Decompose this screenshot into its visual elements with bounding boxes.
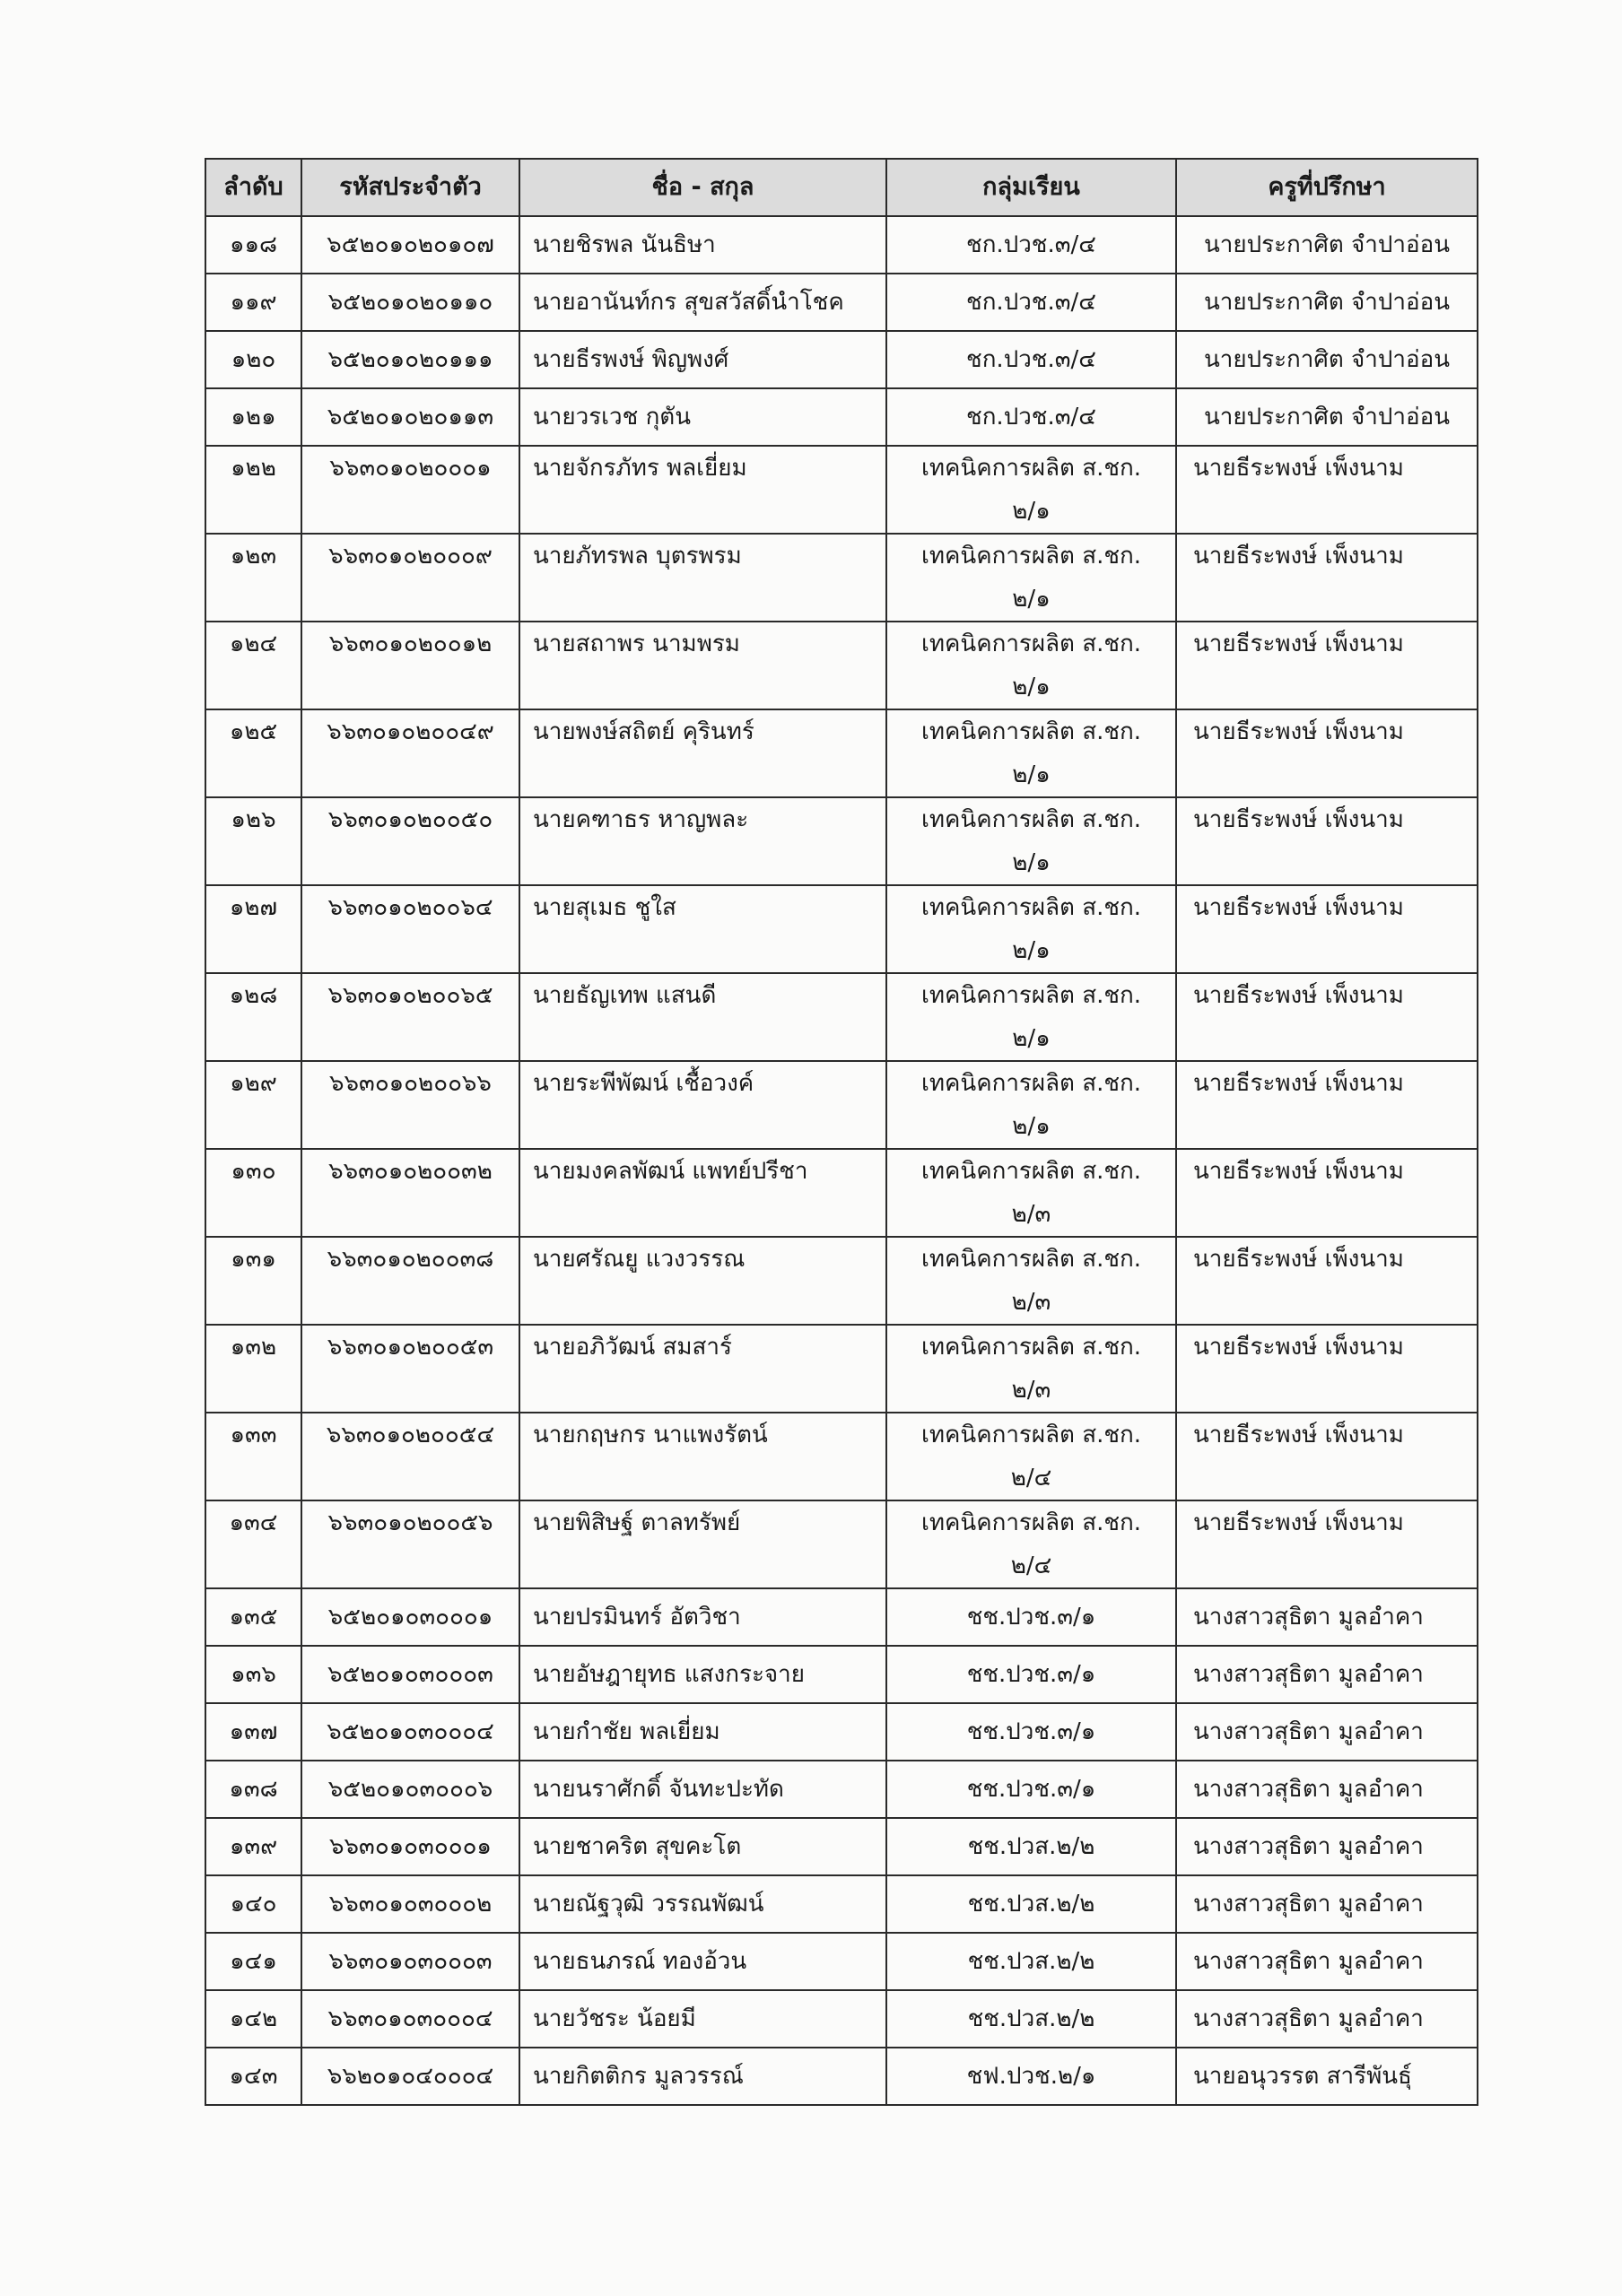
class-group [886, 1237, 1176, 1325]
table-header [205, 159, 1478, 216]
table-row [205, 709, 1478, 797]
advisor-name: นายธีระพงษ์ เพ็งนาม [1176, 709, 1478, 797]
class-group [886, 1500, 1176, 1588]
class-group-line-2: ๒/๑ [1012, 761, 1051, 788]
advisor-name: นางสาวสุธิตา มูลอำคา [1176, 1588, 1478, 1646]
student-name: นายกิตติกร มูลวรรณ์ [519, 2048, 886, 2105]
student-id: ๖๕๒๐๑๐๒๐๑๐๗ [301, 216, 519, 274]
class-group [886, 331, 1176, 388]
class-group-line-2: ๒/๑ [1012, 586, 1051, 613]
student-id: ๖๖๓๐๑๐๒๐๐๕๐ [301, 797, 519, 885]
student-id: ๖๕๒๐๑๐๓๐๐๐๔ [301, 1703, 519, 1761]
student-advisor-table-page [205, 158, 1478, 2106]
advisor-name: นายธีระพงษ์ เพ็งนาม [1176, 1237, 1478, 1325]
advisor-name: นายธีระพงษ์ เพ็งนาม [1176, 622, 1478, 709]
class-group [886, 797, 1176, 885]
student-id: ๖๖๓๐๑๐๓๐๐๐๒ [301, 1875, 519, 1933]
class-group-line: เทคนิคการผลิต ส.ชก. [921, 1334, 1141, 1361]
table-row [205, 622, 1478, 709]
row-number: ๑๔๒ [205, 1990, 301, 2048]
class-group-line: ชช.ปวช.๓/๑ [966, 1604, 1096, 1631]
class-group-line-2: ๒/๑ [1012, 498, 1051, 525]
student-name: นายชาคริต สุขคะโต [519, 1818, 886, 1875]
row-number: ๑๔๓ [205, 2048, 301, 2105]
student-id: ๖๖๓๐๑๐๒๐๐๕๔ [301, 1413, 519, 1500]
student-id: ๖๕๒๐๑๐๓๐๐๐๑ [301, 1588, 519, 1646]
table-row [205, 1237, 1478, 1325]
header-name: ชื่อ - สกุล [519, 159, 886, 216]
table-row [205, 885, 1478, 973]
advisor-name: นายประกาศิต จำปาอ่อน [1176, 274, 1478, 331]
class-group [886, 1875, 1176, 1933]
advisor-name: นายธีระพงษ์ เพ็งนาม [1176, 1061, 1478, 1149]
advisor-name: นายธีระพงษ์ เพ็งนาม [1176, 797, 1478, 885]
advisor-name: นายอนุวรรต สารีพันธุ์ [1176, 2048, 1478, 2105]
student-name: นายคฑาธร หาญพละ [519, 797, 886, 885]
class-group [886, 622, 1176, 709]
class-group-line: เทคนิคการผลิต ส.ชก. [921, 982, 1141, 1009]
row-number: ๑๓๖ [205, 1646, 301, 1703]
advisor-name: นายประกาศิต จำปาอ่อน [1176, 331, 1478, 388]
advisor-name: นางสาวสุธิตา มูลอำคา [1176, 1933, 1478, 1990]
class-group-line: ชฟ.ปวช.๒/๑ [966, 2063, 1096, 2090]
class-group [886, 1149, 1176, 1237]
class-group [886, 1646, 1176, 1703]
table-row [205, 1413, 1478, 1500]
class-group [886, 1413, 1176, 1500]
row-number: ๑๓๓ [205, 1413, 301, 1500]
class-group-line: ชช.ปวช.๓/๑ [966, 1776, 1096, 1803]
advisor-name: นายธีระพงษ์ เพ็งนาม [1176, 885, 1478, 973]
class-group-line: ชก.ปวช.๓/๔ [966, 289, 1096, 316]
table-row [205, 1818, 1478, 1875]
student-name: นายณัฐวุฒิ วรรณพัฒน์ [519, 1875, 886, 1933]
student-id: ๖๖๓๐๑๐๒๐๐๖๕ [301, 973, 519, 1061]
header-no: ลำดับ [205, 159, 301, 216]
class-group-line: เทคนิคการผลิต ส.ชก. [921, 1158, 1141, 1185]
student-name: นายพงษ์สถิตย์ คุรินทร์ [519, 709, 886, 797]
table-row [205, 274, 1478, 331]
class-group [886, 1818, 1176, 1875]
student-id: ๖๖๒๐๑๐๔๐๐๐๔ [301, 2048, 519, 2105]
table-row [205, 973, 1478, 1061]
class-group-line: เทคนิคการผลิต ส.ชก. [921, 543, 1141, 570]
class-group-line-2: ๒/๓ [1011, 1377, 1051, 1404]
class-group-line: เทคนิคการผลิต ส.ชก. [921, 894, 1141, 921]
student-id: ๖๖๓๐๑๐๒๐๐๖๔ [301, 885, 519, 973]
row-number: ๑๒๙ [205, 1061, 301, 1149]
student-name: นายนราศักดิ์ จันทะปะทัด [519, 1761, 886, 1818]
row-number: ๑๑๘ [205, 216, 301, 274]
class-group-line: ชก.ปวช.๓/๔ [966, 231, 1096, 258]
table-row [205, 1500, 1478, 1588]
row-number: ๑๑๙ [205, 274, 301, 331]
table-row [205, 534, 1478, 622]
row-number: ๑๓๔ [205, 1500, 301, 1588]
class-group [886, 709, 1176, 797]
class-group-line: เทคนิคการผลิต ส.ชก. [921, 455, 1141, 482]
student-id: ๖๖๓๐๑๐๓๐๐๐๓ [301, 1933, 519, 1990]
class-group-line-2: ๒/๑ [1012, 849, 1051, 876]
class-group-line: ชช.ปวช.๓/๑ [966, 1661, 1096, 1688]
student-name: นายธนภรณ์ ทองอ้วน [519, 1933, 886, 1990]
student-id: ๖๕๒๐๑๐๒๐๑๑๐ [301, 274, 519, 331]
row-number: ๑๓๘ [205, 1761, 301, 1818]
student-name: นายระพีพัฒน์ เชื้อวงค์ [519, 1061, 886, 1149]
advisor-name: นางสาวสุธิตา มูลอำคา [1176, 1646, 1478, 1703]
advisor-name: นางสาวสุธิตา มูลอำคา [1176, 1761, 1478, 1818]
student-name: นายพิสิษฐ์ ตาลทรัพย์ [519, 1500, 886, 1588]
student-name: นายมงคลพัฒน์ แพทย์ปรีชา [519, 1149, 886, 1237]
class-group-line: เทคนิคการผลิต ส.ชก. [921, 1422, 1141, 1448]
student-name: นายสุเมธ ชูใส [519, 885, 886, 973]
advisor-name: นางสาวสุธิตา มูลอำคา [1176, 1990, 1478, 2048]
student-name: นายกฤษกร นาแพงรัตน์ [519, 1413, 886, 1500]
advisor-name: นายธีระพงษ์ เพ็งนาม [1176, 446, 1478, 534]
row-number: ๑๒๗ [205, 885, 301, 973]
student-id: ๖๕๒๐๑๐๒๐๑๑๑ [301, 331, 519, 388]
row-number: ๑๓๑ [205, 1237, 301, 1325]
student-name: นายศรัณยู แวงวรรณ [519, 1237, 886, 1325]
student-id: ๖๖๓๐๑๐๒๐๐๕๓ [301, 1325, 519, 1413]
table-row [205, 1325, 1478, 1413]
class-group-line: ชช.ปวช.๓/๑ [966, 1718, 1096, 1745]
row-number: ๑๒๓ [205, 534, 301, 622]
class-group [886, 446, 1176, 534]
row-number: ๑๓๐ [205, 1149, 301, 1237]
student-name: นายกำชัย พลเยี่ยม [519, 1703, 886, 1761]
row-number: ๑๔๑ [205, 1933, 301, 1990]
class-group-line-2: ๒/๑ [1012, 1025, 1051, 1052]
class-group [886, 2048, 1176, 2105]
class-group-line: เทคนิคการผลิต ส.ชก. [921, 1509, 1141, 1536]
class-group [886, 1703, 1176, 1761]
table-body [205, 216, 1478, 2105]
student-name: นายภัทรพล บุตรพรม [519, 534, 886, 622]
student-id: ๖๖๓๐๑๐๒๐๐๓๘ [301, 1237, 519, 1325]
row-number: ๑๒๑ [205, 388, 301, 446]
class-group [886, 1061, 1176, 1149]
row-number: ๑๒๐ [205, 331, 301, 388]
advisor-name: นายธีระพงษ์ เพ็งนาม [1176, 534, 1478, 622]
class-group-line: ชช.ปวส.๒/๒ [967, 1891, 1095, 1918]
class-group [886, 973, 1176, 1061]
student-id: ๖๖๓๐๑๐๒๐๐๑๒ [301, 622, 519, 709]
table-row [205, 1990, 1478, 2048]
advisor-name: นางสาวสุธิตา มูลอำคา [1176, 1875, 1478, 1933]
student-id: ๖๖๓๐๑๐๒๐๐๓๒ [301, 1149, 519, 1237]
table-row [205, 388, 1478, 446]
class-group [886, 1990, 1176, 2048]
class-group [886, 1761, 1176, 1818]
row-number: ๑๓๗ [205, 1703, 301, 1761]
class-group [886, 216, 1176, 274]
table-row [205, 1646, 1478, 1703]
table-row [205, 331, 1478, 388]
advisor-name: นายประกาศิต จำปาอ่อน [1176, 388, 1478, 446]
student-name: นายจักรภัทร พลเยี่ยม [519, 446, 886, 534]
advisor-name: นายธีระพงษ์ เพ็งนาม [1176, 973, 1478, 1061]
row-number: ๑๒๖ [205, 797, 301, 885]
row-number: ๑๒๘ [205, 973, 301, 1061]
class-group [886, 534, 1176, 622]
row-number: ๑๓๒ [205, 1325, 301, 1413]
student-name: นายปรมินทร์ อัตวิชา [519, 1588, 886, 1646]
class-group-line: ชก.ปวช.๓/๔ [966, 346, 1096, 373]
student-id: ๖๖๓๐๑๐๒๐๐๖๖ [301, 1061, 519, 1149]
advisor-name: นางสาวสุธิตา มูลอำคา [1176, 1703, 1478, 1761]
row-number: ๑๓๕ [205, 1588, 301, 1646]
class-group-line: เทคนิคการผลิต ส.ชก. [921, 718, 1141, 745]
student-id: ๖๖๓๐๑๐๒๐๐๐๙ [301, 534, 519, 622]
class-group [886, 1325, 1176, 1413]
class-group-line: เทคนิคการผลิต ส.ชก. [921, 806, 1141, 833]
student-id: ๖๖๓๐๑๐๒๐๐๔๙ [301, 709, 519, 797]
header-group: กลุ่มเรียน [886, 159, 1176, 216]
table-row [205, 1761, 1478, 1818]
table-row [205, 1875, 1478, 1933]
table-row [205, 1588, 1478, 1646]
class-group-line: ชช.ปวส.๒/๒ [967, 1948, 1095, 1975]
class-group-line: ชช.ปวส.๒/๒ [967, 2005, 1095, 2032]
class-group [886, 388, 1176, 446]
advisor-name: นางสาวสุธิตา มูลอำคา [1176, 1818, 1478, 1875]
class-group-line-2: ๒/๔ [1010, 1465, 1052, 1492]
student-id: ๖๖๓๐๑๐๓๐๐๐๑ [301, 1818, 519, 1875]
class-group-line-2: ๒/๓ [1011, 1201, 1051, 1228]
table-row [205, 2048, 1478, 2105]
table-row [205, 446, 1478, 534]
advisor-name: นายธีระพงษ์ เพ็งนาม [1176, 1500, 1478, 1588]
class-group-line-2: ๒/๑ [1012, 937, 1051, 964]
class-group [886, 1588, 1176, 1646]
student-name: นายธีรพงษ์ พิญพงศ์ [519, 331, 886, 388]
class-group-line: เทคนิคการผลิต ส.ชก. [921, 1070, 1141, 1097]
table-row [205, 1061, 1478, 1149]
student-name: นายอานันท์กร สุขสวัสดิ์นำโชค [519, 274, 886, 331]
class-group-line: เทคนิคการผลิต ส.ชก. [921, 1246, 1141, 1273]
table-row [205, 1149, 1478, 1237]
row-number: ๑๓๙ [205, 1818, 301, 1875]
table-row [205, 797, 1478, 885]
class-group [886, 885, 1176, 973]
row-number: ๑๒๕ [205, 709, 301, 797]
class-group-line-2: ๒/๑ [1012, 1113, 1051, 1140]
table-row [205, 1703, 1478, 1761]
row-number: ๑๒๒ [205, 446, 301, 534]
header-student-id: รหัสประจำตัว [301, 159, 519, 216]
header-advisor: ครูที่ปรึกษา [1176, 159, 1478, 216]
table-row [205, 216, 1478, 274]
student-id: ๖๖๓๐๑๐๒๐๐๐๑ [301, 446, 519, 534]
advisor-name: นายธีระพงษ์ เพ็งนาม [1176, 1413, 1478, 1500]
student-id: ๖๕๒๐๑๐๓๐๐๐๓ [301, 1646, 519, 1703]
student-name: นายอัษฎายุทธ แสงกระจาย [519, 1646, 886, 1703]
student-name: นายธัญเทพ แสนดี [519, 973, 886, 1061]
class-group-line-2: ๒/๓ [1011, 1289, 1051, 1316]
table-row [205, 1933, 1478, 1990]
class-group-line-2: ๒/๔ [1010, 1552, 1052, 1579]
student-advisor-table [205, 158, 1478, 2106]
student-name: นายสถาพร นามพรม [519, 622, 886, 709]
class-group-line-2: ๒/๑ [1012, 674, 1051, 700]
student-id: ๖๖๓๐๑๐๓๐๐๐๔ [301, 1990, 519, 2048]
student-name: นายอภิวัฒน์ สมสาร์ [519, 1325, 886, 1413]
class-group [886, 274, 1176, 331]
advisor-name: นายธีระพงษ์ เพ็งนาม [1176, 1325, 1478, 1413]
row-number: ๑๒๔ [205, 622, 301, 709]
class-group-line: เทคนิคการผลิต ส.ชก. [921, 631, 1141, 657]
student-id: ๖๖๓๐๑๐๒๐๐๕๖ [301, 1500, 519, 1588]
advisor-name: นายประกาศิต จำปาอ่อน [1176, 216, 1478, 274]
advisor-name: นายธีระพงษ์ เพ็งนาม [1176, 1149, 1478, 1237]
class-group-line: ชก.ปวช.๓/๔ [966, 404, 1096, 430]
student-name: นายชิรพล นันธิษา [519, 216, 886, 274]
student-id: ๖๕๒๐๑๐๓๐๐๐๖ [301, 1761, 519, 1818]
student-name: นายวรเวช กุตัน [519, 388, 886, 446]
class-group [886, 1933, 1176, 1990]
row-number: ๑๔๐ [205, 1875, 301, 1933]
student-name: นายวัชระ น้อยมี [519, 1990, 886, 2048]
class-group-line: ชช.ปวส.๒/๒ [967, 1833, 1095, 1860]
student-id: ๖๕๒๐๑๐๒๐๑๑๓ [301, 388, 519, 446]
